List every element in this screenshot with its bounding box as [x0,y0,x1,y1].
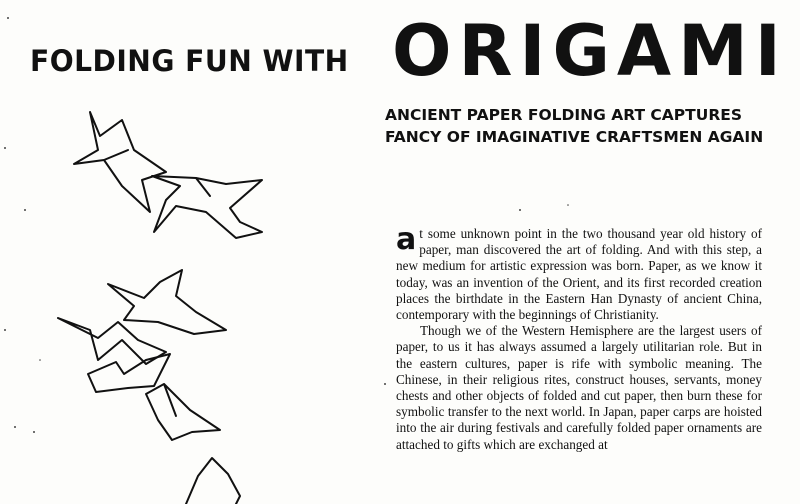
subtitle-line-1: ANCIENT PAPER FOLDING ART CAPTURES [385,106,742,124]
origami-bird-7 [186,458,240,504]
page-title: ORIGAMI [392,10,788,92]
origami-bird-4 [58,318,166,364]
origami-bird-5 [88,354,170,392]
origami-bird-1 [74,112,166,212]
article-paragraph-1 [396,222,762,323]
article-body [396,222,762,453]
article-paragraph-2: Though we of the Western Hemisphere are the largest users of paper, to us it has always assumed a largely utilitarian role. But in the eastern cultures, paper is rife with symbolic meaning. The Chinese, in their religious rites, construct houses, servants, money chests and other objects of folded and cut paper, then burn these for symbolic transfer to the next world. In Japan, paper carps are hoisted into the air during festivals and carefully folded paper ornaments are attached to gifts which are exchanged at [396,323,762,452]
drop-cap: a [396,222,417,257]
kicker-title: FOLDING FUN WITH [30,44,349,78]
paragraph-1-text: t some unknown point in the two thousand year old history of paper, man discovered the art of folding. And with this step, a new medium for artistic expression was born. Paper, as we know it today, was an invention of the Orient, and its first recorded creation places the birthdate in the Eastern Han Dynasty of ancient China, contemporary with the beginnings of Christianity. [396,226,762,323]
subtitle-line-2: FANCY OF IMAGINATIVE CRAFTSMEN AGAIN [385,128,764,146]
origami-bird-6 [146,384,220,440]
origami-bird-2 [152,176,262,238]
origami-bird-3 [108,270,226,334]
